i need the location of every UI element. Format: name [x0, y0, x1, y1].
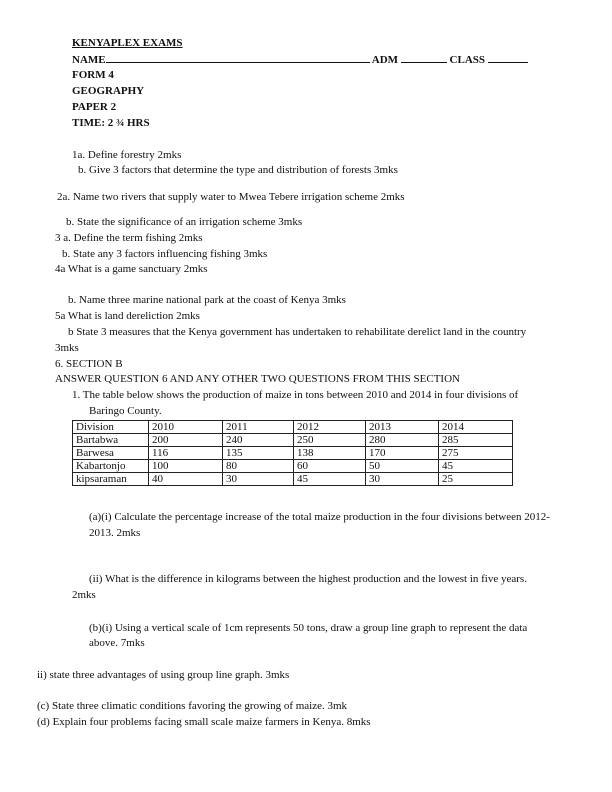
question-3a: 3 a. Define the term fishing 2mks [55, 232, 203, 244]
table-cell: 40 [149, 473, 223, 486]
section-b-instruction: ANSWER QUESTION 6 AND ANY OTHER TWO QUESTIONS FROM THIS SECTION [55, 373, 460, 385]
table-cell: 45 [294, 473, 366, 486]
table-cell: 135 [223, 447, 294, 460]
table-cell: 30 [366, 473, 439, 486]
section-b-heading: 6. SECTION B [55, 358, 123, 370]
subject-label: GEOGRAPHY [72, 85, 145, 97]
question-2b: b. State the significance of an irrigation scheme 3mks [66, 216, 303, 228]
name-blank[interactable] [106, 53, 370, 63]
question-4a: 4a What is a game sanctuary 2mks [55, 263, 208, 275]
question-6b-ii: ii) state three advantages of using group line graph. 3mks [37, 669, 290, 681]
question-6a-i-line1: (a)(i) Calculate the percentage increase of the total maize production in the four divisions between 2012- [89, 511, 550, 523]
form-label: FORM 4 [72, 69, 114, 81]
question-6a-ii-line2: 2mks [72, 589, 96, 601]
table-cell: 30 [223, 473, 294, 486]
question-5a: 5a What is land dereliction 2mks [55, 310, 200, 322]
question-4b: b. Name three marine national park at the coast of Kenya 3mks [68, 294, 346, 306]
paper-label: PAPER 2 [72, 101, 117, 113]
table-header-cell: 2012 [294, 421, 366, 434]
question-6a-ii-line1: (ii) What is the difference in kilograms between the highest production and the lowest in five years. [89, 573, 527, 585]
table-cell: 138 [294, 447, 366, 460]
question-5b-line2: 3mks [55, 342, 79, 354]
class-blank[interactable] [488, 53, 528, 63]
table-intro-line1: 1. The table below shows the production of maize in tons between 2010 and 2014 in four divisions of [72, 389, 519, 401]
adm-label: ADM [371, 54, 399, 66]
table-cell: 25 [439, 473, 513, 486]
question-2a: 2a. Name two rivers that supply water to Mwea Tebere irrigation scheme 2mks [57, 191, 405, 203]
question-6b-i-line2: above. 7mks [89, 637, 145, 649]
table-cell: 250 [294, 434, 366, 447]
time-label: TIME: 2 ¾ HRS [72, 117, 150, 129]
table-cell: Bartabwa [73, 434, 149, 447]
question-6a-i-line2: 2013. 2mks [89, 527, 141, 539]
table-cell: 45 [439, 460, 513, 473]
table-row [73, 460, 513, 473]
table-header-cell: 2010 [149, 421, 223, 434]
table-cell: 80 [223, 460, 294, 473]
table-header-cell: Division [73, 421, 149, 434]
table-cell: 116 [149, 447, 223, 460]
question-6b-i-line1: (b)(i) Using a vertical scale of 1cm represents 50 tons, draw a group line graph to represent the data [89, 622, 528, 634]
table-intro-line2: Baringo County. [89, 405, 162, 417]
table-row [73, 434, 513, 447]
table-cell: 60 [294, 460, 366, 473]
table-header-cell: 2014 [439, 421, 513, 434]
table-cell: 170 [366, 447, 439, 460]
exam-title: KENYAPLEX EXAMS [72, 37, 183, 49]
maize-production-table [72, 420, 513, 486]
table-cell: 280 [366, 434, 439, 447]
name-line [72, 53, 528, 67]
name-label: NAME [72, 54, 106, 66]
table-cell: 240 [223, 434, 294, 447]
table-cell: Kabartonjo [73, 460, 149, 473]
table-cell: 100 [149, 460, 223, 473]
question-6c: (c) State three climatic conditions favoring the growing of maize. 3mk [37, 700, 348, 712]
question-3b: b. State any 3 factors influencing fishing 3mks [62, 248, 268, 260]
table-cell: 200 [149, 434, 223, 447]
question-1b: b. Give 3 factors that determine the type and distribution of forests 3mks [78, 164, 398, 176]
table-cell: 275 [439, 447, 513, 460]
table-header-row [73, 421, 513, 434]
table-header-cell: 2013 [366, 421, 439, 434]
question-5b-line1: b State 3 measures that the Kenya government has undertaken to rehabilitate derelict land in the country [68, 326, 527, 338]
table-cell: 285 [439, 434, 513, 447]
table-row [73, 447, 513, 460]
table-cell: Barwesa [73, 447, 149, 460]
table-cell: 50 [366, 460, 439, 473]
question-6d: (d) Explain four problems facing small scale maize farmers in Kenya. 8mks [37, 716, 371, 728]
table-row [73, 473, 513, 486]
adm-blank[interactable] [401, 53, 447, 63]
question-1a: 1a. Define forestry 2mks [72, 149, 182, 161]
class-label: CLASS [449, 54, 486, 66]
table-header-cell: 2011 [223, 421, 294, 434]
table-cell: kipsaraman [73, 473, 149, 486]
